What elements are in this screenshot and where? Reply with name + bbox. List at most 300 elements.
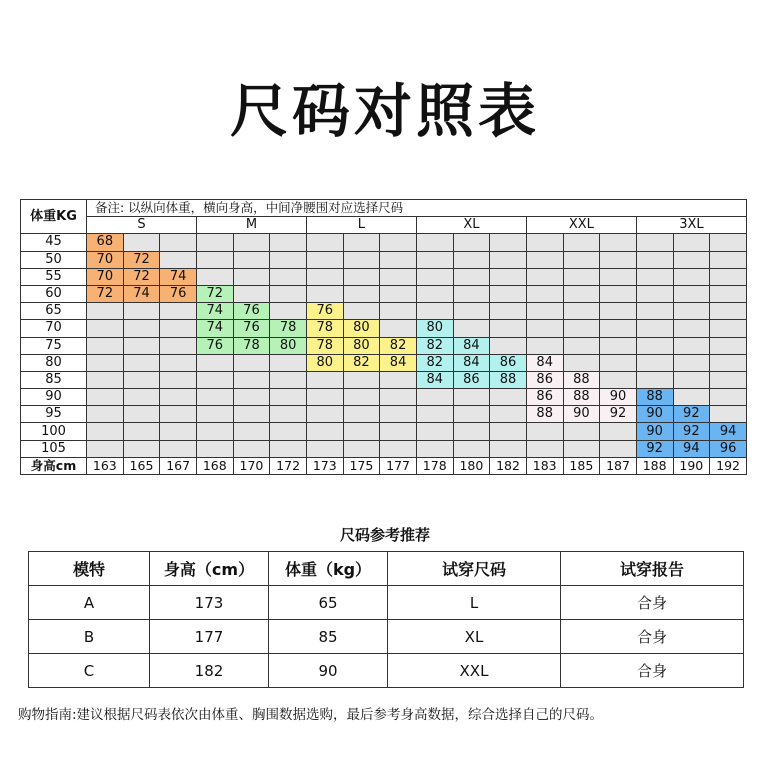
col-header-weight: 体重（kg） (269, 552, 388, 586)
empty-cell (563, 285, 600, 302)
empty-cell (123, 389, 160, 406)
reference-header-row (29, 552, 744, 586)
empty-cell (453, 234, 490, 251)
empty-cell (233, 406, 270, 423)
empty-cell (343, 371, 380, 388)
empty-cell (233, 234, 270, 251)
empty-cell (233, 354, 270, 371)
waist-cell: 82 (380, 337, 417, 354)
empty-cell (600, 337, 637, 354)
waist-cell: 80 (416, 320, 453, 337)
table-row (21, 389, 747, 406)
empty-cell (526, 320, 563, 337)
empty-cell (306, 268, 343, 285)
empty-cell (490, 234, 527, 251)
weight-cell: 65 (21, 303, 87, 320)
empty-cell (526, 303, 563, 320)
empty-cell (380, 440, 417, 457)
waist-cell: 90 (636, 406, 673, 423)
weight-cell: 50 (21, 251, 87, 268)
empty-cell (343, 303, 380, 320)
height-cell: 183 (526, 457, 563, 474)
waist-cell: 92 (636, 440, 673, 457)
empty-cell (673, 285, 710, 302)
empty-cell (380, 423, 417, 440)
shopping-guide: 购物指南:建议根据尺码表依次由体重、胸围数据选购，最后参考身高数据，综合选择自己的尺码。 (18, 707, 604, 723)
waist-cell: 88 (526, 406, 563, 423)
empty-cell (233, 268, 270, 285)
empty-cell (710, 354, 747, 371)
waist-cell: 76 (233, 320, 270, 337)
empty-cell (416, 303, 453, 320)
waist-cell: 88 (490, 371, 527, 388)
empty-cell (233, 423, 270, 440)
empty-cell (380, 251, 417, 268)
empty-cell (600, 423, 637, 440)
weight-cell: 100 (21, 423, 87, 440)
empty-cell (160, 337, 197, 354)
empty-cell (306, 423, 343, 440)
waist-cell: 92 (673, 423, 710, 440)
empty-cell (380, 285, 417, 302)
table-row (21, 371, 747, 388)
empty-cell (270, 303, 307, 320)
empty-cell (123, 371, 160, 388)
empty-cell (380, 268, 417, 285)
empty-cell (380, 389, 417, 406)
empty-cell (490, 251, 527, 268)
empty-cell (233, 389, 270, 406)
waist-cell: 84 (416, 371, 453, 388)
empty-cell (87, 354, 124, 371)
waist-cell: 88 (563, 389, 600, 406)
empty-cell (673, 268, 710, 285)
height-cell: 173 (306, 457, 343, 474)
empty-cell (490, 303, 527, 320)
empty-cell (343, 251, 380, 268)
empty-cell (160, 423, 197, 440)
height-cell: 168 (196, 457, 233, 474)
empty-cell (453, 268, 490, 285)
empty-cell (563, 423, 600, 440)
waist-cell: 94 (710, 423, 747, 440)
weight-cell: 80 (21, 354, 87, 371)
waist-cell: 82 (416, 354, 453, 371)
size-chart (20, 199, 747, 475)
empty-cell (343, 440, 380, 457)
empty-cell (196, 354, 233, 371)
waist-cell: 78 (306, 320, 343, 337)
empty-cell (453, 320, 490, 337)
waist-cell: 96 (710, 440, 747, 457)
weight-cell: 55 (21, 268, 87, 285)
waist-cell: 92 (600, 406, 637, 423)
height-cell: 182 (490, 457, 527, 474)
empty-cell (453, 440, 490, 457)
empty-cell (160, 234, 197, 251)
waist-cell: 88 (563, 371, 600, 388)
size-header-m: M (196, 217, 306, 234)
empty-cell (160, 406, 197, 423)
empty-cell (160, 320, 197, 337)
weight-cell: 65 (269, 586, 388, 620)
empty-cell (563, 440, 600, 457)
weight-cell: 45 (21, 234, 87, 251)
height-cell: 175 (343, 457, 380, 474)
empty-cell (87, 406, 124, 423)
empty-cell (416, 406, 453, 423)
waist-cell: 84 (526, 354, 563, 371)
empty-cell (563, 354, 600, 371)
col-header-height: 身高（cm） (150, 552, 269, 586)
empty-cell (270, 406, 307, 423)
empty-cell (710, 371, 747, 388)
table-row (21, 440, 747, 457)
empty-cell (453, 389, 490, 406)
empty-cell (196, 440, 233, 457)
empty-cell (490, 423, 527, 440)
empty-cell (306, 234, 343, 251)
empty-cell (306, 389, 343, 406)
waist-cell: 90 (600, 389, 637, 406)
waist-cell: 74 (196, 303, 233, 320)
table-row (21, 285, 747, 302)
empty-cell (343, 389, 380, 406)
empty-cell (563, 337, 600, 354)
empty-cell (343, 285, 380, 302)
empty-cell (270, 440, 307, 457)
empty-cell (453, 406, 490, 423)
empty-cell (196, 251, 233, 268)
height-cell: 190 (673, 457, 710, 474)
weight-cell: 90 (269, 654, 388, 688)
waist-cell: 92 (673, 406, 710, 423)
empty-cell (636, 320, 673, 337)
empty-cell (600, 371, 637, 388)
empty-cell (600, 440, 637, 457)
weight-cell: 75 (21, 337, 87, 354)
empty-cell (306, 440, 343, 457)
empty-cell (87, 303, 124, 320)
empty-cell (196, 423, 233, 440)
empty-cell (270, 371, 307, 388)
empty-cell (380, 234, 417, 251)
waist-cell: 72 (196, 285, 233, 302)
table-row (21, 303, 747, 320)
empty-cell (343, 423, 380, 440)
empty-cell (673, 320, 710, 337)
size-header-xxl: XXL (526, 217, 636, 234)
empty-cell (710, 234, 747, 251)
empty-cell (270, 285, 307, 302)
reference-table (28, 551, 744, 688)
size-header-xl: XL (416, 217, 526, 234)
table-row (21, 251, 747, 268)
empty-cell (270, 354, 307, 371)
empty-cell (673, 251, 710, 268)
waist-cell: 82 (343, 354, 380, 371)
empty-cell (160, 440, 197, 457)
waist-cell: 80 (270, 337, 307, 354)
empty-cell (160, 354, 197, 371)
empty-cell (123, 354, 160, 371)
empty-cell (710, 268, 747, 285)
empty-cell (416, 389, 453, 406)
col-header-report: 试穿报告 (561, 552, 744, 586)
empty-cell (343, 234, 380, 251)
empty-cell (600, 303, 637, 320)
empty-cell (416, 285, 453, 302)
empty-cell (270, 268, 307, 285)
empty-cell (453, 303, 490, 320)
empty-cell (416, 440, 453, 457)
empty-cell (306, 285, 343, 302)
waist-cell: 72 (87, 285, 124, 302)
table-row (21, 234, 747, 251)
empty-cell (563, 303, 600, 320)
empty-cell (87, 371, 124, 388)
empty-cell (453, 251, 490, 268)
empty-cell (600, 285, 637, 302)
empty-cell (636, 234, 673, 251)
empty-cell (563, 251, 600, 268)
empty-cell (636, 371, 673, 388)
empty-cell (490, 285, 527, 302)
empty-cell (453, 423, 490, 440)
empty-cell (123, 337, 160, 354)
waist-cell: 80 (343, 320, 380, 337)
size-header-s: S (87, 217, 197, 234)
empty-cell (636, 337, 673, 354)
report-cell: 合身 (561, 586, 744, 620)
empty-cell (233, 371, 270, 388)
height-cell: 187 (600, 457, 637, 474)
empty-cell (123, 320, 160, 337)
waist-cell: 76 (306, 303, 343, 320)
weight-cell: 70 (21, 320, 87, 337)
empty-cell (673, 354, 710, 371)
height-cell: 167 (160, 457, 197, 474)
table-row (21, 337, 747, 354)
empty-cell (673, 371, 710, 388)
weight-cell: 95 (21, 406, 87, 423)
empty-cell (710, 406, 747, 423)
empty-cell (673, 337, 710, 354)
empty-cell (490, 406, 527, 423)
table-row (29, 654, 744, 688)
empty-cell (526, 251, 563, 268)
waist-cell: 88 (636, 389, 673, 406)
table-row (21, 354, 747, 371)
empty-cell (416, 251, 453, 268)
table-row (21, 423, 747, 440)
waist-cell: 72 (123, 268, 160, 285)
empty-cell (123, 234, 160, 251)
empty-cell (636, 303, 673, 320)
waist-cell: 80 (306, 354, 343, 371)
weight-cell: 85 (21, 371, 87, 388)
weight-cell: 85 (269, 620, 388, 654)
empty-cell (636, 268, 673, 285)
waist-cell: 70 (87, 268, 124, 285)
empty-cell (380, 371, 417, 388)
empty-cell (306, 371, 343, 388)
empty-cell (306, 251, 343, 268)
empty-cell (710, 320, 747, 337)
empty-cell (673, 303, 710, 320)
empty-cell (233, 440, 270, 457)
empty-cell (490, 440, 527, 457)
empty-cell (196, 371, 233, 388)
weight-cell: 60 (21, 285, 87, 302)
height-cell: 177 (380, 457, 417, 474)
empty-cell (416, 423, 453, 440)
weight-cell: 105 (21, 440, 87, 457)
empty-cell (710, 285, 747, 302)
empty-cell (123, 423, 160, 440)
empty-cell (196, 389, 233, 406)
waist-cell: 82 (416, 337, 453, 354)
empty-cell (600, 268, 637, 285)
empty-cell (87, 440, 124, 457)
size-chart-table (20, 199, 747, 475)
reference-title: 尺码参考推荐 (339, 526, 430, 544)
empty-cell (636, 354, 673, 371)
empty-cell (380, 320, 417, 337)
empty-cell (710, 389, 747, 406)
col-header-size: 试穿尺码 (388, 552, 561, 586)
empty-cell (453, 285, 490, 302)
empty-cell (380, 303, 417, 320)
waist-cell: 86 (526, 389, 563, 406)
empty-cell (416, 268, 453, 285)
report-cell: 合身 (561, 654, 744, 688)
height-cell: 170 (233, 457, 270, 474)
empty-cell (306, 406, 343, 423)
waist-cell: 90 (636, 423, 673, 440)
empty-cell (710, 303, 747, 320)
empty-cell (270, 234, 307, 251)
waist-cell: 80 (343, 337, 380, 354)
model-cell: C (29, 654, 150, 688)
waist-cell: 74 (196, 320, 233, 337)
height-cell: 173 (150, 586, 269, 620)
size-cell: XL (388, 620, 561, 654)
height-cell: 182 (150, 654, 269, 688)
size-header-row (21, 217, 747, 234)
waist-cell: 86 (526, 371, 563, 388)
waist-cell: 76 (233, 303, 270, 320)
waist-cell: 76 (160, 285, 197, 302)
empty-cell (710, 251, 747, 268)
empty-cell (380, 406, 417, 423)
table-row (21, 406, 747, 423)
empty-cell (600, 320, 637, 337)
empty-cell (600, 251, 637, 268)
waist-cell: 78 (306, 337, 343, 354)
waist-cell: 70 (87, 251, 124, 268)
waist-cell: 74 (160, 268, 197, 285)
waist-cell: 76 (196, 337, 233, 354)
size-header-3xl: 3XL (636, 217, 746, 234)
empty-cell (160, 251, 197, 268)
empty-cell (636, 251, 673, 268)
size-cell: XXL (388, 654, 561, 688)
note-row (21, 200, 747, 217)
waist-cell: 84 (453, 354, 490, 371)
empty-cell (563, 234, 600, 251)
empty-cell (343, 268, 380, 285)
waist-cell: 84 (380, 354, 417, 371)
empty-cell (490, 337, 527, 354)
table-row (21, 320, 747, 337)
height-row (21, 457, 747, 474)
page-title: 尺码对照表 (229, 77, 540, 145)
height-cell: 185 (563, 457, 600, 474)
empty-cell (123, 303, 160, 320)
height-cell: 178 (416, 457, 453, 474)
waist-cell: 68 (87, 234, 124, 251)
empty-cell (233, 251, 270, 268)
empty-cell (196, 406, 233, 423)
empty-cell (270, 251, 307, 268)
empty-cell (196, 234, 233, 251)
col-header-model: 模特 (29, 552, 150, 586)
table-row (29, 586, 744, 620)
empty-cell (526, 268, 563, 285)
empty-cell (490, 320, 527, 337)
empty-cell (416, 234, 453, 251)
empty-cell (270, 389, 307, 406)
empty-cell (636, 285, 673, 302)
empty-cell (233, 285, 270, 302)
empty-cell (563, 320, 600, 337)
height-label: 身高cm (21, 457, 87, 474)
height-cell: 172 (270, 457, 307, 474)
empty-cell (526, 285, 563, 302)
model-cell: B (29, 620, 150, 654)
weight-cell: 90 (21, 389, 87, 406)
size-cell: L (388, 586, 561, 620)
table-row (21, 268, 747, 285)
empty-cell (123, 406, 160, 423)
chart-note: 备注: 以纵向体重，横向身高，中间净腰围对应选择尺码 (87, 200, 747, 217)
empty-cell (160, 303, 197, 320)
empty-cell (87, 320, 124, 337)
height-cell: 165 (123, 457, 160, 474)
size-header-l: L (306, 217, 416, 234)
empty-cell (160, 389, 197, 406)
empty-cell (196, 268, 233, 285)
empty-cell (270, 423, 307, 440)
height-cell: 180 (453, 457, 490, 474)
empty-cell (673, 389, 710, 406)
weight-label: 体重KG (21, 200, 87, 234)
height-cell: 177 (150, 620, 269, 654)
height-cell: 192 (710, 457, 747, 474)
waist-cell: 90 (563, 406, 600, 423)
empty-cell (160, 371, 197, 388)
model-cell: A (29, 586, 150, 620)
empty-cell (600, 354, 637, 371)
empty-cell (490, 268, 527, 285)
waist-cell: 86 (453, 371, 490, 388)
report-cell: 合身 (561, 620, 744, 654)
empty-cell (490, 389, 527, 406)
empty-cell (600, 234, 637, 251)
height-cell: 188 (636, 457, 673, 474)
waist-cell: 78 (270, 320, 307, 337)
